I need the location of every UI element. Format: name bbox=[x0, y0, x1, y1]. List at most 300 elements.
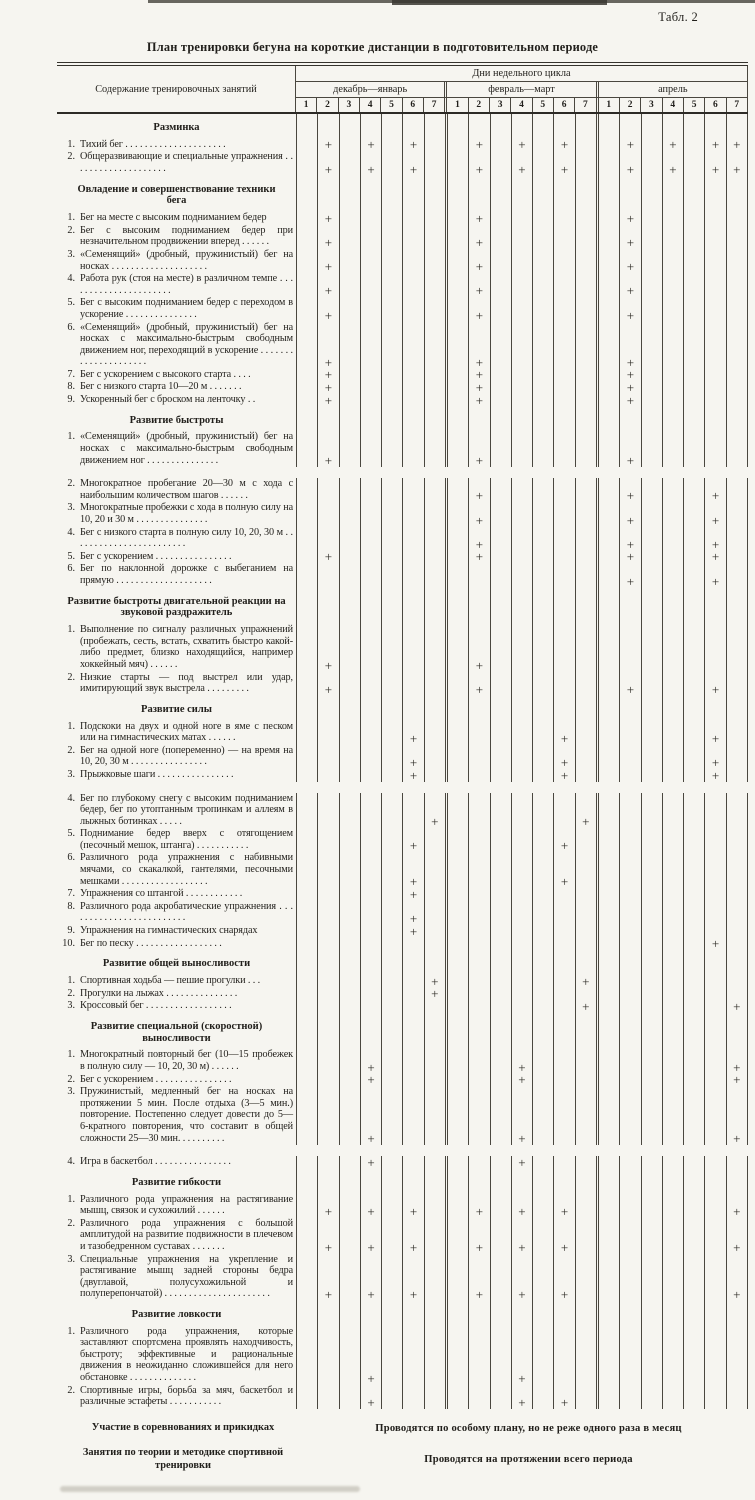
day-cell bbox=[360, 225, 381, 249]
plus-mark: + bbox=[475, 549, 484, 565]
section-heading-row bbox=[57, 950, 748, 975]
plus-mark: + bbox=[409, 1286, 418, 1302]
competitions-label: Участие в соревнованиях и прикидках bbox=[91, 1421, 275, 1433]
day-cell bbox=[511, 624, 532, 671]
day-cell bbox=[619, 322, 640, 369]
day-cell bbox=[704, 114, 725, 139]
exercise-number: 1. bbox=[67, 212, 75, 224]
day-cells bbox=[296, 322, 748, 369]
day-cell bbox=[553, 696, 574, 721]
exercise-label bbox=[57, 1074, 296, 1087]
exercise-text: Специальные упражнения на укрепление и растягивание мышц задней стороны бедра (двуглавой, полусухожильной и полуперепончатой) . . . . . . . . . . . . . . . . . . . . . . bbox=[80, 1253, 293, 1300]
day-cell bbox=[468, 1169, 489, 1194]
day-cell bbox=[641, 273, 662, 297]
plus-mark: + bbox=[409, 161, 418, 177]
day-cell bbox=[424, 950, 445, 975]
day-cell bbox=[726, 502, 748, 526]
day-cell bbox=[402, 527, 423, 551]
day-cell bbox=[553, 322, 574, 369]
day-number-cell: 3 bbox=[489, 98, 510, 112]
day-cell bbox=[381, 225, 402, 249]
day-cell bbox=[683, 852, 704, 888]
day-cell bbox=[360, 297, 381, 321]
day-cell bbox=[424, 139, 445, 152]
day-cell bbox=[641, 249, 662, 273]
day-cell bbox=[468, 212, 489, 225]
day-cell bbox=[360, 1385, 381, 1409]
plus-mark: + bbox=[475, 1239, 484, 1255]
plus-mark: + bbox=[431, 986, 439, 1002]
day-cell bbox=[424, 527, 445, 551]
day-cell bbox=[532, 563, 553, 587]
day-cell bbox=[339, 624, 360, 671]
day-cell bbox=[339, 431, 360, 467]
exercise-label bbox=[57, 151, 296, 175]
day-cell bbox=[402, 502, 423, 526]
day-cell bbox=[704, 1169, 725, 1194]
exercise-number: 1. bbox=[67, 1193, 75, 1205]
day-cell bbox=[445, 1049, 468, 1073]
day-cell bbox=[683, 1218, 704, 1254]
day-cell bbox=[468, 888, 489, 901]
day-cell bbox=[575, 394, 596, 407]
day-cell bbox=[424, 828, 445, 852]
day-cell bbox=[553, 1169, 574, 1194]
day-cell bbox=[468, 114, 489, 139]
scan-gap-row bbox=[57, 782, 748, 793]
section-heading: Развитие гибкости bbox=[131, 1176, 222, 1188]
day-cell bbox=[424, 1000, 445, 1013]
day-cell bbox=[296, 176, 317, 213]
exercise-number: 8. bbox=[67, 900, 75, 912]
day-cell bbox=[296, 793, 317, 829]
day-cell bbox=[339, 793, 360, 829]
day-cell bbox=[445, 1194, 468, 1218]
plus-mark: + bbox=[324, 210, 333, 226]
day-cell bbox=[424, 1254, 445, 1301]
day-cell bbox=[683, 502, 704, 526]
day-cell bbox=[339, 938, 360, 951]
day-cell bbox=[424, 249, 445, 273]
day-cell bbox=[381, 1254, 402, 1301]
day-cells bbox=[296, 1156, 748, 1169]
day-cell bbox=[575, 502, 596, 526]
day-cell bbox=[641, 852, 662, 888]
day-cell bbox=[575, 249, 596, 273]
day-cell bbox=[619, 1326, 640, 1385]
day-cell bbox=[445, 672, 468, 696]
day-cell bbox=[662, 624, 683, 671]
exercise-number: 2. bbox=[67, 1217, 75, 1229]
day-cell bbox=[662, 176, 683, 213]
day-cell bbox=[360, 369, 381, 382]
day-cell bbox=[596, 527, 619, 551]
day-cell bbox=[726, 721, 748, 745]
day-cell bbox=[468, 588, 489, 625]
day-cell bbox=[339, 249, 360, 273]
day-cell bbox=[511, 1218, 532, 1254]
day-cell bbox=[339, 1385, 360, 1409]
exercise-number: 4. bbox=[67, 526, 75, 538]
day-cell bbox=[641, 721, 662, 745]
exercise-text: Прыжковые шаги . . . . . . . . . . . . . . . . bbox=[80, 768, 234, 780]
day-cell bbox=[445, 369, 468, 382]
day-cell bbox=[424, 624, 445, 671]
plus-mark: + bbox=[711, 573, 720, 589]
exercise-row bbox=[57, 527, 748, 551]
day-cell bbox=[553, 297, 574, 321]
day-cells bbox=[296, 478, 748, 502]
day-cell bbox=[596, 852, 619, 888]
day-cell bbox=[511, 527, 532, 551]
plus-mark: + bbox=[475, 512, 484, 528]
plus-mark: + bbox=[669, 137, 677, 153]
day-cell bbox=[553, 672, 574, 696]
day-cell bbox=[360, 176, 381, 213]
day-cell bbox=[296, 1218, 317, 1254]
plus-mark: + bbox=[711, 512, 720, 528]
plus-mark: + bbox=[431, 814, 439, 830]
day-cell bbox=[532, 478, 553, 502]
day-cell bbox=[490, 431, 511, 467]
plus-mark: + bbox=[409, 874, 418, 890]
day-cell bbox=[402, 1086, 423, 1145]
day-cell bbox=[683, 888, 704, 901]
day-cell bbox=[619, 176, 640, 213]
day-cell bbox=[619, 745, 640, 769]
day-cell bbox=[402, 563, 423, 587]
day-cell bbox=[402, 176, 423, 213]
day-cell bbox=[445, 745, 468, 769]
day-cell bbox=[296, 696, 317, 721]
day-cell bbox=[317, 1013, 338, 1050]
scan-artifact-top-blob bbox=[392, 0, 607, 5]
day-cell bbox=[381, 249, 402, 273]
plus-mark: + bbox=[367, 1072, 375, 1088]
day-cell bbox=[704, 888, 725, 901]
day-cell bbox=[553, 1218, 574, 1254]
day-cell bbox=[726, 478, 748, 502]
exercise-text: Кроссовый бег . . . . . . . . . . . . . . . . . . bbox=[80, 1000, 232, 1012]
day-cell bbox=[339, 1169, 360, 1194]
day-cell bbox=[641, 394, 662, 407]
day-cell bbox=[360, 151, 381, 175]
day-cell bbox=[511, 793, 532, 829]
day-cell bbox=[596, 502, 619, 526]
day-cell bbox=[641, 212, 662, 225]
day-cells bbox=[296, 176, 748, 213]
day-cell bbox=[296, 1049, 317, 1073]
day-cell bbox=[490, 901, 511, 925]
day-cell bbox=[683, 793, 704, 829]
day-cell bbox=[445, 1169, 468, 1194]
day-cell bbox=[532, 1301, 553, 1326]
months-row bbox=[296, 82, 747, 98]
day-cell bbox=[662, 114, 683, 139]
day-cell bbox=[575, 369, 596, 382]
theory-note: Проводятся на протяжении всего периода bbox=[424, 1454, 633, 1466]
day-cells bbox=[296, 769, 748, 782]
day-cell bbox=[445, 1301, 468, 1326]
day-cell bbox=[619, 478, 640, 502]
day-cell bbox=[424, 672, 445, 696]
day-cell bbox=[490, 793, 511, 829]
exercise-row bbox=[57, 212, 748, 225]
day-cell bbox=[532, 721, 553, 745]
day-cell bbox=[704, 551, 725, 564]
plus-mark: + bbox=[431, 973, 439, 989]
day-cell bbox=[360, 1000, 381, 1013]
exercise-number: 2. bbox=[67, 744, 75, 756]
day-cell bbox=[575, 1218, 596, 1254]
day-cell bbox=[317, 322, 338, 369]
plus-mark: + bbox=[475, 283, 484, 299]
exercise-row bbox=[57, 1254, 748, 1301]
day-cell bbox=[360, 1169, 381, 1194]
exercise-row bbox=[57, 1326, 748, 1385]
day-cell bbox=[490, 1156, 511, 1169]
day-cells bbox=[296, 925, 748, 938]
day-cell bbox=[468, 478, 489, 502]
day-cell bbox=[511, 588, 532, 625]
day-cell bbox=[296, 1013, 317, 1050]
day-cell bbox=[296, 249, 317, 273]
day-cell bbox=[641, 672, 662, 696]
day-cell bbox=[445, 588, 468, 625]
day-cell bbox=[402, 139, 423, 152]
day-cell bbox=[532, 212, 553, 225]
exercise-number: 1. bbox=[67, 624, 75, 636]
day-cell bbox=[339, 394, 360, 407]
day-cell bbox=[726, 139, 748, 152]
day-number-cell: 6 bbox=[402, 98, 423, 112]
day-cell bbox=[360, 1218, 381, 1254]
exercise-text: Пружинистый, медленный бег на носках на протяжении 5 мин. После отдыха (3—5 мин.) повторение. Постепенно следует довести до 5—6-кратного повторения, что составит в общей сложности 25—30 мин. . . . . . . . . . bbox=[80, 1086, 293, 1144]
day-cell bbox=[402, 407, 423, 432]
day-cells bbox=[296, 1301, 748, 1326]
exercise-text: Различного рода акробатические упражнения . . . . . . . . . . . . . . . . . . . . . . . . . bbox=[80, 900, 293, 924]
day-cell bbox=[532, 793, 553, 829]
exercise-text: Бег с низкого старта 10—20 м . . . . . . . bbox=[80, 381, 242, 393]
day-cell bbox=[704, 297, 725, 321]
day-cell bbox=[490, 551, 511, 564]
day-cell bbox=[445, 297, 468, 321]
theory-label: Занятия по теории и методике спортивной тренировки bbox=[82, 1447, 284, 1471]
day-cell bbox=[445, 1086, 468, 1145]
day-number-cell: 1 bbox=[303, 100, 309, 110]
exercise-row bbox=[57, 502, 748, 526]
day-cell bbox=[381, 975, 402, 988]
day-cell bbox=[360, 950, 381, 975]
day-cell bbox=[424, 988, 445, 1001]
day-cell bbox=[662, 1194, 683, 1218]
day-cell bbox=[641, 1169, 662, 1194]
day-cell bbox=[575, 1156, 596, 1169]
day-cell bbox=[360, 431, 381, 467]
plus-mark: + bbox=[409, 838, 418, 854]
day-cell bbox=[662, 551, 683, 564]
day-cell bbox=[468, 1385, 489, 1409]
day-cell bbox=[662, 588, 683, 625]
day-cell bbox=[726, 1326, 748, 1385]
day-cell bbox=[641, 1156, 662, 1169]
day-cell bbox=[596, 394, 619, 407]
day-cell bbox=[726, 431, 748, 467]
day-cell bbox=[339, 297, 360, 321]
day-cell bbox=[296, 988, 317, 1001]
day-cell bbox=[296, 369, 317, 382]
day-cell bbox=[317, 151, 338, 175]
day-cell bbox=[641, 431, 662, 467]
day-cell bbox=[424, 696, 445, 721]
day-cell bbox=[468, 1049, 489, 1073]
plus-mark: + bbox=[409, 1203, 418, 1219]
day-cell bbox=[296, 563, 317, 587]
day-cell bbox=[360, 551, 381, 564]
day-cell bbox=[726, 322, 748, 369]
day-cell bbox=[662, 381, 683, 394]
day-cell bbox=[726, 852, 748, 888]
day-cell bbox=[726, 950, 748, 975]
exercise-number: 2. bbox=[67, 1384, 75, 1396]
section-heading: Развитие специальной (скоростной) выносливости bbox=[90, 1020, 263, 1044]
day-cell bbox=[511, 745, 532, 769]
day-cell bbox=[662, 1254, 683, 1301]
day-cell bbox=[490, 369, 511, 382]
day-cell bbox=[490, 273, 511, 297]
day-cell bbox=[296, 551, 317, 564]
day-cell bbox=[662, 1156, 683, 1169]
day-cell bbox=[381, 721, 402, 745]
day-cell bbox=[726, 1156, 748, 1169]
day-cell bbox=[683, 212, 704, 225]
day-cell bbox=[662, 369, 683, 382]
day-cell bbox=[490, 1385, 511, 1409]
day-cell bbox=[468, 672, 489, 696]
day-cell bbox=[360, 1074, 381, 1087]
day-cell bbox=[296, 888, 317, 901]
day-cell bbox=[468, 852, 489, 888]
exercise-row bbox=[57, 431, 748, 467]
day-cell bbox=[424, 1013, 445, 1050]
day-cell bbox=[317, 527, 338, 551]
plus-mark: + bbox=[560, 1239, 569, 1255]
plus-mark: + bbox=[582, 998, 590, 1014]
day-cell bbox=[445, 114, 468, 139]
day-cell bbox=[511, 551, 532, 564]
day-cell bbox=[726, 938, 748, 951]
day-cell bbox=[641, 502, 662, 526]
exercise-row bbox=[57, 745, 748, 769]
day-cells bbox=[296, 721, 748, 745]
day-cell bbox=[424, 176, 445, 213]
day-cell bbox=[619, 1169, 640, 1194]
day-cell bbox=[596, 478, 619, 502]
plus-mark: + bbox=[324, 380, 333, 396]
day-cell bbox=[468, 624, 489, 671]
exercise-row bbox=[57, 478, 748, 502]
day-cell bbox=[339, 588, 360, 625]
day-cell bbox=[553, 1326, 574, 1385]
exercise-number: 1. bbox=[67, 1049, 75, 1061]
day-number-cell: 5 bbox=[380, 98, 401, 112]
day-cell bbox=[360, 322, 381, 369]
day-cell bbox=[683, 769, 704, 782]
day-cell bbox=[490, 769, 511, 782]
exercise-label bbox=[57, 431, 296, 467]
day-cell bbox=[596, 212, 619, 225]
section-heading: Развитие ловкости bbox=[131, 1308, 222, 1320]
day-cell bbox=[596, 672, 619, 696]
day-cell bbox=[575, 322, 596, 369]
day-cell bbox=[511, 1074, 532, 1087]
exercise-text: Бег с высоким подниманием бедер с переходом в ускорение . . . . . . . . . . . . . . . bbox=[80, 297, 293, 320]
day-cell bbox=[575, 1074, 596, 1087]
day-cell bbox=[402, 988, 423, 1001]
day-cell bbox=[704, 322, 725, 369]
day-cell bbox=[619, 527, 640, 551]
day-cell bbox=[468, 975, 489, 988]
day-cell bbox=[424, 721, 445, 745]
day-cell bbox=[402, 114, 423, 139]
day-cell bbox=[511, 696, 532, 721]
exercise-row bbox=[57, 721, 748, 745]
day-cell bbox=[683, 551, 704, 564]
plus-mark: + bbox=[626, 234, 635, 250]
day-cell bbox=[704, 828, 725, 852]
day-cells bbox=[296, 151, 748, 175]
day-cell bbox=[381, 1086, 402, 1145]
day-cell bbox=[662, 925, 683, 938]
day-cell bbox=[490, 139, 511, 152]
day-cell bbox=[511, 139, 532, 152]
day-cell bbox=[339, 502, 360, 526]
day-cell bbox=[596, 1194, 619, 1218]
plus-mark: + bbox=[560, 874, 569, 890]
day-cell bbox=[596, 745, 619, 769]
day-cell bbox=[424, 225, 445, 249]
day-cell bbox=[402, 1013, 423, 1050]
day-cell bbox=[490, 1194, 511, 1218]
day-cell bbox=[402, 925, 423, 938]
day-cell bbox=[641, 114, 662, 139]
plus-mark: + bbox=[475, 354, 484, 370]
day-cell bbox=[575, 407, 596, 432]
day-cell bbox=[511, 322, 532, 369]
exercise-text: Спортивные игры, борьба за мяч, баскетбол и различные эстафеты . . . . . . . . . . . bbox=[80, 1384, 293, 1408]
plus-mark: + bbox=[475, 657, 484, 673]
day-cell bbox=[445, 431, 468, 467]
exercise-label bbox=[57, 1049, 296, 1073]
day-cell bbox=[532, 696, 553, 721]
day-cell bbox=[490, 624, 511, 671]
exercise-number: 6. bbox=[67, 563, 75, 575]
exercise-row bbox=[57, 938, 748, 951]
day-cell bbox=[553, 273, 574, 297]
day-cell bbox=[317, 988, 338, 1001]
exercise-text: Низкие старты — под выстрел или удар, имитирующий звук выстрела . . . . . . . . . bbox=[80, 671, 293, 695]
day-cell bbox=[317, 745, 338, 769]
day-cell bbox=[619, 114, 640, 139]
day-cell bbox=[360, 745, 381, 769]
day-cell bbox=[596, 151, 619, 175]
day-cell bbox=[726, 1013, 748, 1050]
day-cell bbox=[381, 1385, 402, 1409]
plus-mark: + bbox=[626, 681, 635, 697]
exercise-label bbox=[57, 551, 296, 564]
day-cell bbox=[511, 988, 532, 1001]
exercise-number: 6. bbox=[67, 852, 75, 864]
